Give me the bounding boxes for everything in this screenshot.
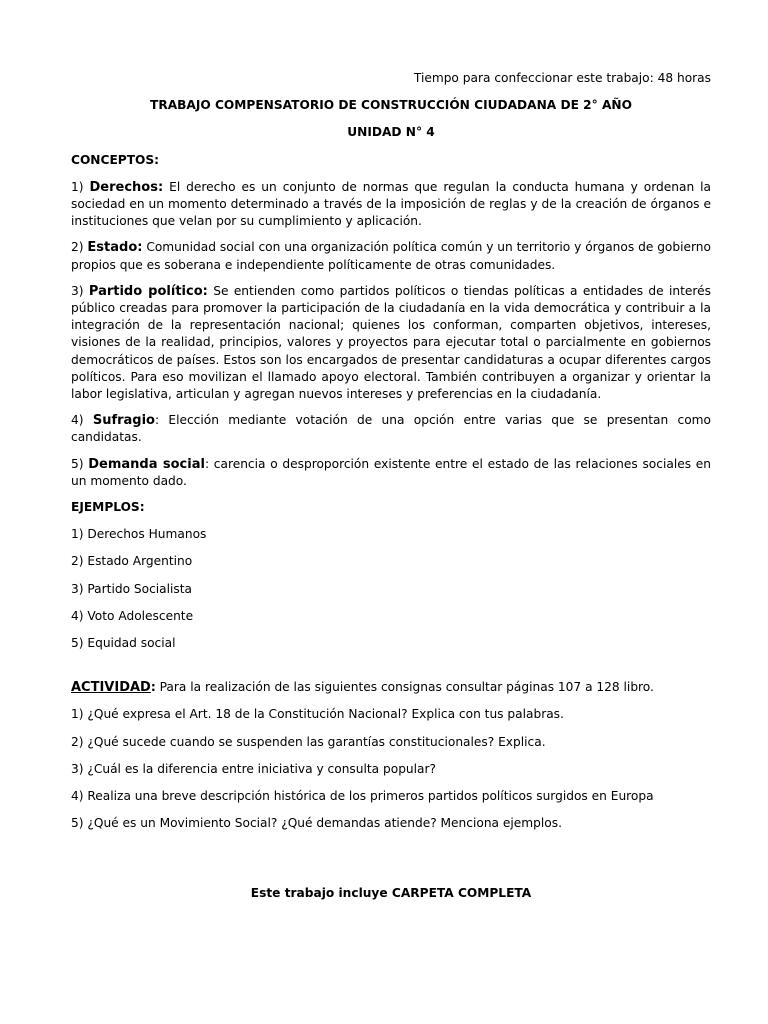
unit-heading: UNIDAD N° 4 (347, 125, 435, 140)
example-item: 5) Equidad social (71, 636, 176, 651)
concept-term: Estado: (87, 240, 143, 256)
concept-number: 5) (71, 456, 84, 471)
concept-definition: El derecho es un conjunto de normas que regulan la conducta humana y ordenan la sociedad en un momento determinado a través de la imposición de reglas y de la creación de órganos e instituciones que velan por su cumplimiento y aplicación. (71, 179, 711, 229)
concept-definition: : Elección mediante votación de una opción entre varias que se presentan como candidatas. (71, 413, 712, 445)
concept-term: Sufragio (92, 413, 155, 429)
example-item: 3) Partido Socialista (71, 581, 193, 596)
concept-number: 4) (71, 413, 84, 428)
concept-item (71, 412, 711, 446)
activity-label: ACTIVIDAD (71, 680, 151, 696)
concept-item (71, 283, 711, 403)
concept-item (71, 456, 711, 490)
question-item: 5) ¿Qué es un Movimiento Social? ¿Qué demandas atiende? Menciona ejemplos. (71, 816, 562, 831)
example-item: 4) Voto Adolescente (71, 608, 194, 623)
questions-list (71, 706, 711, 832)
concept-item (71, 179, 711, 231)
examples-list (71, 526, 711, 652)
blank-line (71, 662, 711, 679)
question-item: 4) Realiza una breve descripción histórica de los primeros partidos políticos surgidos en Europa (71, 789, 654, 804)
concept-number: 3) (71, 283, 84, 298)
activity-heading (71, 679, 711, 696)
footer-note: Este trabajo incluye CARPETA COMPLETA (250, 885, 532, 900)
question-item: 1) ¿Qué expresa el Art. 18 de la Constitución Nacional? Explica con tus palabras. (71, 707, 564, 722)
concepts-list (71, 179, 711, 490)
concept-definition: Se entienden como partidos políticos o tiendas políticas a entidades de interés público creadas para promover la participación de la ciudadanía en la vida democrática y contribuir a la integración de la representación nacional; quienes los conforman, comparten objetivos, intereses, visiones de la realidad, principios, valores y proyectos para ejecutar total o parcialmente en gobiernos democráticos de países. Estos son los encargados de presentar candidaturas a ocupar diferentes cargos políticos. Para eso movilizan el llamado apoyo electoral. También contribuyen a organizar y orientar la labor legislativa, articulan y agregan nuevos intereses y preferencias en la ciudadanía. (71, 283, 712, 402)
concept-definition: : carencia o desproporción existente entre el estado de las relaciones sociales en un momento dado. (71, 456, 711, 488)
activity-colon: : (150, 680, 156, 695)
activity-intro: Para la realización de las siguientes consignas consultar páginas 107 a 128 libro. (155, 680, 654, 695)
concept-number: 1) (71, 179, 84, 194)
question-item: 2) ¿Qué sucede cuando se suspenden las garantías constitucionales? Explica. (71, 734, 546, 749)
example-item: 2) Estado Argentino (71, 554, 193, 569)
concept-item (71, 239, 711, 273)
concept-definition: Comunidad social con una organización política común y un territorio y órganos de gobierno propios que es soberana e independiente políticamente de otras comunidades. (71, 240, 711, 272)
concept-number: 2) (71, 240, 84, 255)
concept-term: Derechos: (89, 179, 164, 195)
examples-heading: EJEMPLOS: (71, 500, 145, 515)
concept-term: Demanda social (88, 456, 205, 472)
document-body (71, 70, 711, 914)
question-item: 3) ¿Cuál es la diferencia entre iniciativa y consulta popular? (71, 761, 436, 776)
document-title: TRABAJO COMPENSATORIO DE CONSTRUCCIÓN CIUDADANA DE 2° AÑO (150, 98, 632, 113)
time-note: Tiempo para confeccionar este trabajo: 48 horas (413, 71, 711, 85)
concepts-heading: CONCEPTOS: (71, 152, 160, 167)
concept-term: Partido político: (88, 283, 208, 299)
example-item: 1) Derechos Humanos (71, 527, 207, 542)
